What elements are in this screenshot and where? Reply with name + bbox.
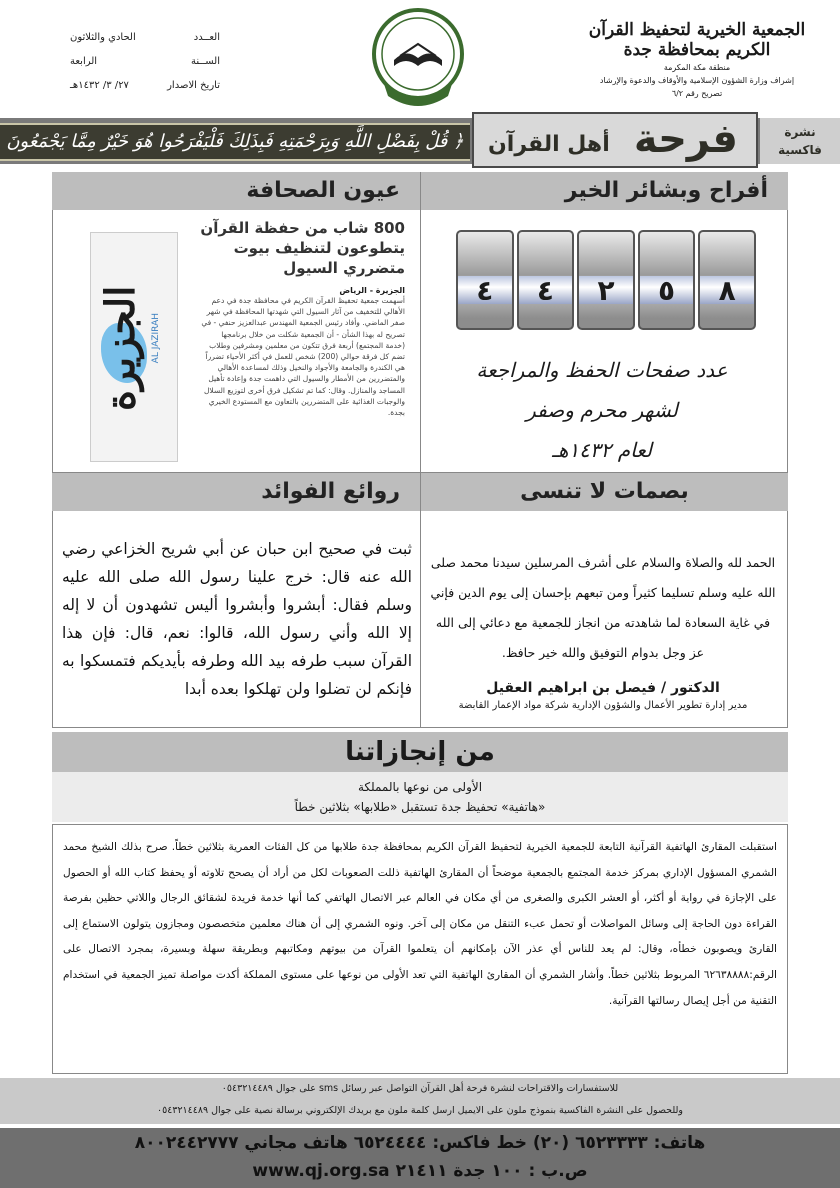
press-source: الجزيرة - الرياض — [339, 286, 405, 295]
page-footer — [0, 1128, 840, 1188]
fax-bulletin-label — [760, 118, 840, 164]
counter-digit-value: ٤ — [476, 274, 494, 307]
achievements-sub-line1: الأولى من نوعها بالمملكة — [357, 780, 483, 794]
counter-caption-line1: عدد صفحات الحفظ والمراجعة — [476, 358, 728, 382]
nashra-line2: فاكسية — [778, 143, 822, 157]
quran-verse: ﴿ قُلْ بِفَضْلِ اللَّهِ وَبِرَحْمَتِهِ فَبِذَلِكَ فَلْيَفْرَحُوا هُوَ خَيْرٌ مِمَّا يَجْمَعُونَ — [6, 131, 464, 152]
counter-digit-value: ٢ — [597, 274, 615, 307]
signature-name: الدكتور / فيصل بن ابراهيم العقيل — [486, 680, 720, 696]
achievements-header: من إنجازاتنا — [52, 732, 788, 772]
counter-digit — [577, 230, 635, 330]
section-bsamat-header: بصمات لا تنسى — [421, 473, 788, 511]
column-divider — [420, 172, 421, 728]
nashra-line1: نشرة — [784, 125, 816, 139]
counter-digit-value: ٨ — [718, 274, 736, 307]
section-press-header: عيون الصحافة — [52, 172, 420, 210]
date-label: تاريخ الاصدار — [167, 80, 220, 91]
issue-info — [70, 26, 220, 98]
year-label: الســنة — [191, 56, 220, 67]
newsletter-title — [472, 112, 758, 168]
hadith-text: ثبت في صحيح ابن حبان عن أبي شريح الخزاعي رضي الله عنه قال: خرج علينا رسول الله صلى الله عليه وسلم فقال: أبشروا وأبشروا أليس تشهدون أن لا إله إلا الله وأني رسول الله، قالوا: نعم، قال: فإن هذا القرآن سبب طرفه بيد الله وطرفه بأيديكم فتمسكوا به فإنكم لن تضلوا ولن تهلكوا بعده أبدا — [62, 540, 412, 698]
achievements-body — [52, 824, 788, 1074]
counter-caption-line3: لعام ١٤٣٢هـ — [552, 438, 652, 462]
footer-phones: هاتف: ٦٥٢٣٣٣٣ (٢٠) خط فاكس: ٦٥٢٤٤٤٤ هاتف مجاني ٨٠٠٢٤٤٢٧٧٧ — [134, 1133, 706, 1153]
issue-label: العــدد — [193, 32, 220, 43]
achievements-subtitle — [52, 772, 788, 822]
newspaper-logo — [90, 232, 178, 462]
achievements-article: استقبلت المقارئ الهاتفية القرآنية التابعة للجمعية الخيرية لتحفيظ القرآن الكريم بمحافظة جدة طلابها من كل الفئات العمرية بثلاثين خطاً. صرح بذلك الشيخ محمد الشمري المسؤول الإداري بمركز خدمة المجتمع بالجمعية موضحاً أن المقارئ الهاتفية ذللت الصعوبات لكل من أراد أن يصحح تلاوته أو يحفظ كتاب الله أو الحصول على الإجازة في رواية أو أكثر، أو العشر الكبرى والصغرى من أي مكان في العالم عبر الاتصال الهاتفي كما أنها خدمة فريدة لشقائق الرجال واللاتي حظين بفرصة القراءة دون الحاجة إلى وسائل المواصلات أو تحمل عبء التنقل من مكان إلى آخر. ونوه الشمري إلى أن هناك معلمين متخصصون ومجازون يتولون الاستماع إلى القارئ ويصوبون خطأه، وقال: لم يعد للناس أي عذر الآن بإمكانهم أن يتعلموا القرآن من بيوتهم ومكاتبهم وبطريقة سهلة وبسيرة، بمجرد الاتصال على الرقم:٦٢٦٣٨٨٨٨ المربوط بثلاثين خطاً. وأشار الشمري أن المقارئ الهاتفية التي تعد الأولى من نوعها على مستوى المملكة أكدت مواصلة تميز الجمعية في استخدام التقنية من أجل إيصال رسالتها القرآنية. — [63, 841, 777, 1007]
contact-info — [0, 1078, 840, 1124]
newspaper-logo-latin: AL JAZIRAH — [151, 313, 161, 364]
organization-name: الجمعية الخيرية لتحفيظ القرآن الكريم بمحافظة جدة — [588, 20, 806, 60]
title-sub: أهل القرآن — [488, 132, 610, 157]
testimonial-text: الحمد لله والصلاة والسلام على أشرف المرسلين سيدنا محمد صلى الله عليه وسلم تسليما كثيراً ومن تبعهم بإحسان إلى يوم الدين فإني في غاية السعادة لما شاهدته من انجاز للجمعية مع دعائي إلى الله عز وجل بدوام التوفيق والله خير حافظ. — [430, 555, 776, 660]
contact-line2: وللحصول على النشرة الفاكسية بنموذج ملون على الايميل ارسل كلمة ملون مع بريدك الإلكتروني برسالة نصية على جوال ٠٥٤٣٢١٤٤٨٩ — [157, 1105, 683, 1116]
section-afrah-header: أفراح وبشائر الخير — [421, 172, 788, 210]
year-value: الرابعة — [70, 56, 98, 67]
date-value: ٢٧/ ٣/ ١٤٣٢هـ — [70, 80, 129, 91]
organization-supervision: إشراف وزارة الشؤون الإسلامية والأوقاف والدعوة والإرشاد — [599, 76, 795, 85]
counter-caption-line2: لشهر محرم وصفر — [526, 398, 678, 422]
achievements-sub-line2: «هاتفية» تحفيظ جدة تستقبل «طلابها» بثلاثين خطاً — [294, 800, 546, 814]
press-headline: 800 شاب من حفظة القرآن يتطوعون لتنظيف بيوت متضرري السيول — [200, 219, 405, 277]
organization-block — [572, 20, 822, 99]
organization-permit: تصريح رقم ٦/٢ — [671, 89, 723, 98]
page-header — [0, 0, 840, 118]
press-clipping — [200, 218, 405, 468]
counter-digit — [456, 230, 514, 330]
counter-digit-value: ٥ — [658, 274, 676, 307]
footer-address: ص.ب : ١٠٠ جدة ٢١٤١١ www.qj.org.sa — [252, 1161, 588, 1181]
signature-title: مدير إدارة تطوير الأعمال والشؤون الإدارية شركة مواد الإعمار القابضة — [458, 700, 748, 711]
press-body: أسهمت جمعية تحفيظ القرآن الكريم في محافظة جدة في دعم الأهالي للتخفيف من آثار السيول التي شهدتها المحافظة في شهر صفر الماضي. وأفاد رئيس الجمعية المهندس عبدالعزيز حنفي - في تصريح له بهذا الشأن - أن الجمعية شكلت من خلال برنامجها (خدمة المجتمع) أربعة فرق تتكون من معلمين ومشرفين وطلاب تضم كل فرقة حوالي (200) شخص للعمل في أكثر الأحياء تضرراً هي الكندرة والجامعة والأجواد والنخيل وذلك لمساعدة الأهالي والمتضررين من الأمطار والسيول التي داهمت جدة وإعادة تأهيل المساجد والمنازل. وقال: كما تم تشكيل فرق أخرى لتوزيع السلال والوجبات الغذائية على المتضررين بالتعاون مع المستودع الخيري بجدة. — [201, 296, 405, 418]
contact-line1: للاستفسارات والاقتراحات لنشرة فرحة أهل القرآن التواصل عبر رسائل sms على جوال ٠٥٤٣٢١٤٤٨٩ — [221, 1083, 619, 1094]
testimonial-signature — [430, 680, 776, 711]
society-logo-icon — [370, 4, 466, 112]
section-fawaid-header: روائع الفوائد — [52, 473, 420, 511]
counter-digit-value: ٤ — [536, 274, 554, 307]
issue-value: الحادي والثلاثون — [70, 32, 136, 43]
newspaper-logo-text: الجزيرة — [97, 285, 144, 411]
pages-counter — [456, 230, 756, 330]
counter-digit — [698, 230, 756, 330]
counter-digit — [638, 230, 696, 330]
verse-band — [0, 123, 470, 161]
counter-caption — [432, 350, 772, 470]
counter-digit — [517, 230, 575, 330]
organization-region: منطقة مكة المكرمة — [663, 63, 731, 72]
title-main: فرحة — [633, 116, 738, 162]
